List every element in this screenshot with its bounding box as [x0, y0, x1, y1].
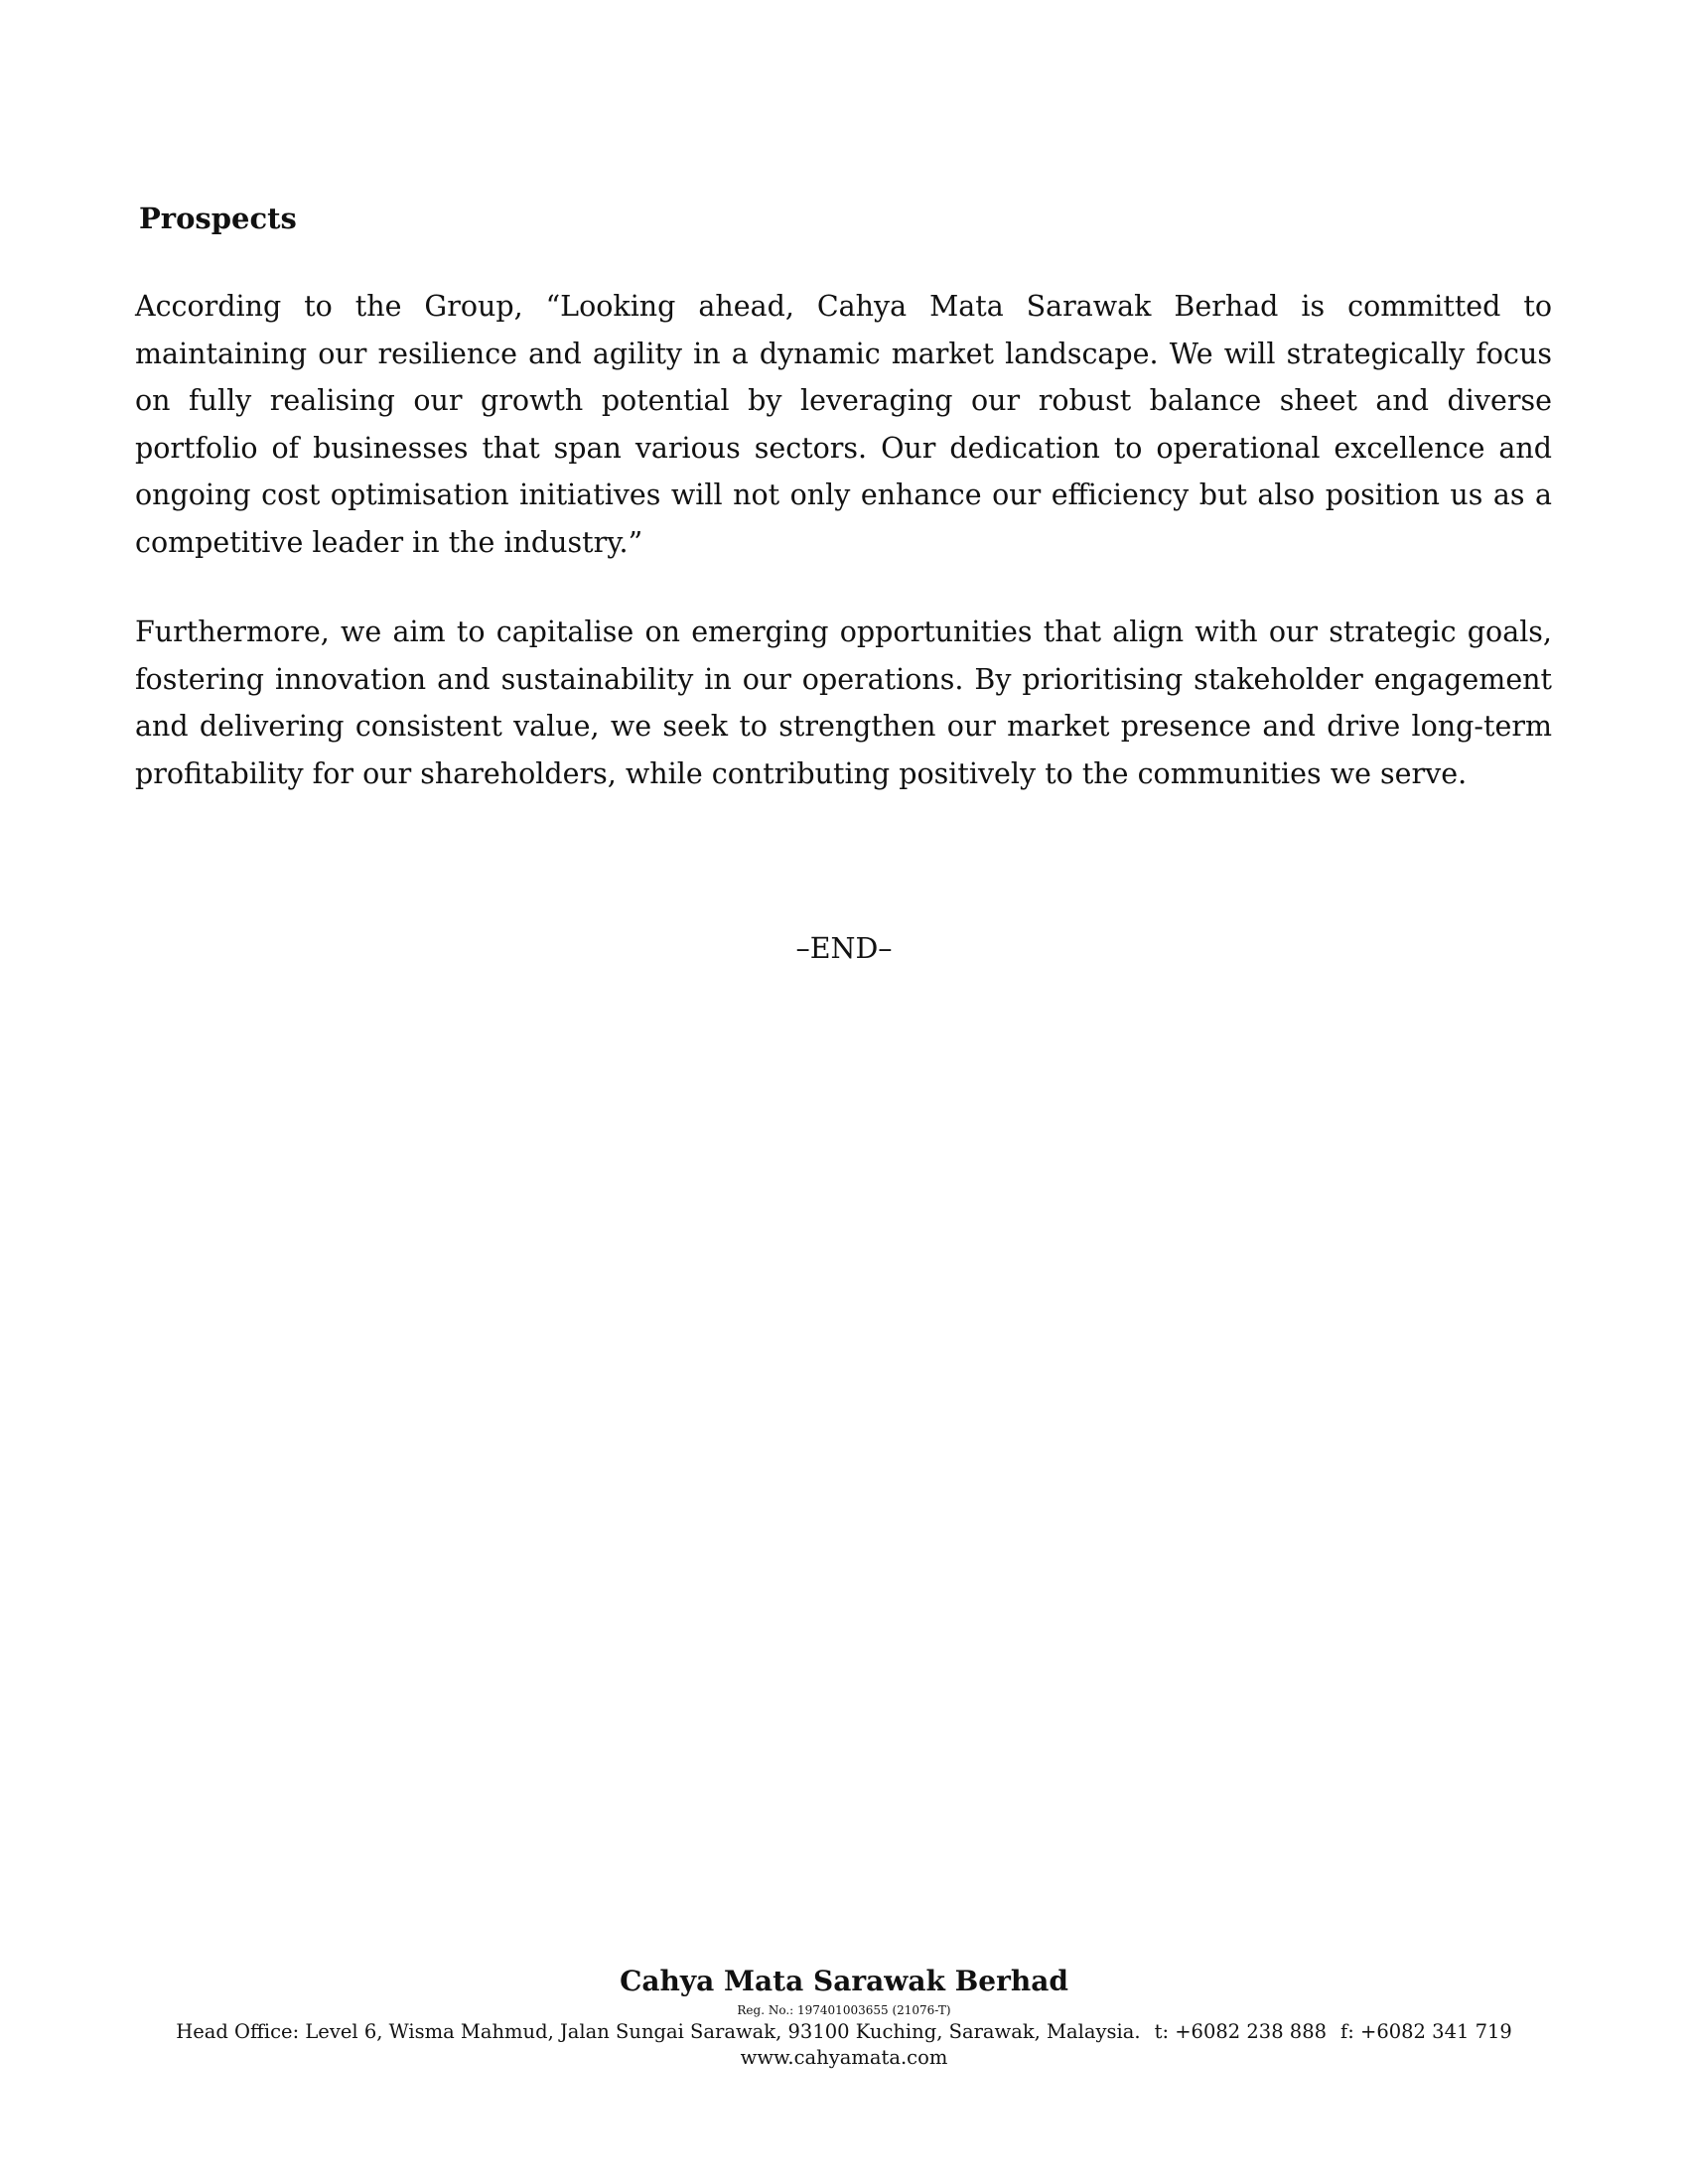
letterhead-footer	[0, 1962, 1688, 2071]
footer-fax: f: +6082 341 719	[1340, 2020, 1512, 2043]
footer-website-link[interactable]: www.cahyamata.com	[740, 2046, 948, 2069]
paragraph-outlook-quote: According to the Group, “Looking ahead, Cahya Mata Sarawak Berhad is committed to maintaining our resilience and agility in a dynamic market landscape. We will strategically focus on fully realising our growth potential by leveraging our robust balance sheet and diverse portfolio of businesses that span various sectors. Our dedication to operational excellence and ongoing cost optimisation initiatives will not only enhance our efficiency but also position us as a competitive leader in the industry.”	[135, 290, 1552, 559]
section-heading-prospects: Prospects	[139, 202, 297, 235]
end-marker: –END–	[795, 932, 893, 965]
footer-phone: t: +6082 238 888	[1154, 2020, 1328, 2043]
footer-address: Head Office: Level 6, Wisma Mahmud, Jalan Sungai Sarawak, 93100 Kuching, Sarawak, Malaysia.	[176, 2020, 1141, 2043]
paragraph-strategy: Furthermore, we aim to capitalise on emerging opportunities that align with our strategic goals, fostering innovation and sustainability in our operations. By prioritising stakeholder engagement and delivering consistent value, we seek to strengthen our market presence and drive long-term profitability for our shareholders, while contributing positively to the communities we serve.	[135, 615, 1552, 790]
footer-registration-number: Reg. No.: 197401003655 (21076-T)	[737, 2003, 951, 2017]
footer-company-name: Cahya Mata Sarawak Berhad	[620, 1965, 1068, 1997]
footer-contact-line	[0, 2019, 1688, 2045]
